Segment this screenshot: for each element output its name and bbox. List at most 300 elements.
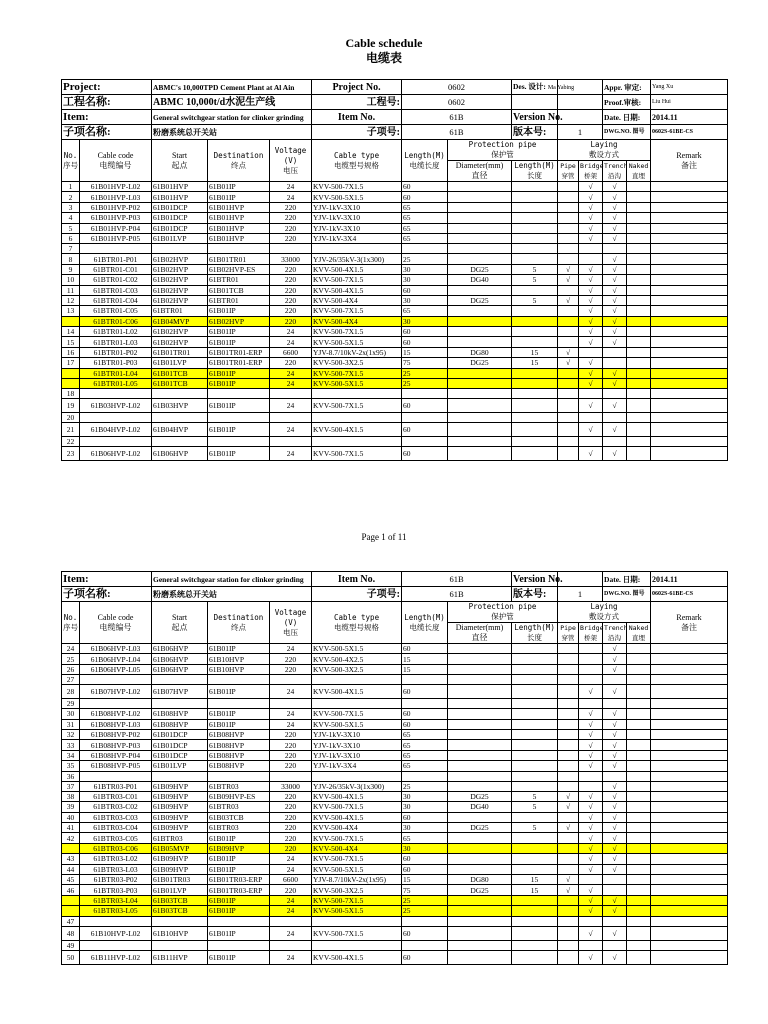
check-bridge: √ bbox=[579, 233, 603, 243]
check-bridge: √ bbox=[579, 399, 603, 413]
col-trench-2: Trench 沿沟 bbox=[604, 624, 628, 642]
remark bbox=[651, 295, 728, 305]
voltage: 220 bbox=[270, 664, 312, 674]
check-naked bbox=[627, 202, 651, 212]
cable-type: KVV-500-7X1.5 bbox=[312, 833, 402, 843]
sub-item-no-label: 子项号: bbox=[312, 125, 402, 140]
start-point: 61B09HVP bbox=[152, 854, 208, 864]
row-number: 47 bbox=[62, 916, 80, 926]
voltage: 24 bbox=[270, 864, 312, 874]
pipe-length bbox=[512, 254, 558, 264]
check-trench bbox=[603, 885, 627, 895]
empty-cell bbox=[603, 916, 627, 926]
check-naked bbox=[627, 781, 651, 791]
check-trench: √ bbox=[603, 254, 627, 264]
destination: 61B10HVP bbox=[208, 654, 270, 664]
cable-code: 61B01HVP-P04 bbox=[80, 223, 152, 233]
pipe-diameter bbox=[448, 337, 512, 347]
table-row bbox=[62, 906, 728, 916]
check-bridge: √ bbox=[579, 750, 603, 760]
pipe-length bbox=[512, 812, 558, 822]
table-2-body bbox=[62, 644, 728, 965]
check-naked bbox=[627, 285, 651, 295]
remark bbox=[651, 223, 728, 233]
check-bridge: √ bbox=[579, 379, 603, 389]
check-bridge: √ bbox=[579, 729, 603, 739]
check-naked bbox=[627, 843, 651, 853]
empty-cell bbox=[651, 699, 728, 709]
col-pipe-2: Pipe 穿管 bbox=[558, 623, 579, 644]
col-bridge: Bridge 桥架 bbox=[580, 162, 604, 180]
row-number: 9 bbox=[62, 264, 80, 274]
voltage: 24 bbox=[270, 719, 312, 729]
cable-length: 25 bbox=[402, 379, 448, 389]
voltage: 33000 bbox=[270, 781, 312, 791]
check-naked bbox=[627, 812, 651, 822]
col-protection-pipe: Protection pipe 保护管 bbox=[448, 140, 558, 161]
table-row bbox=[62, 685, 728, 699]
empty-cell bbox=[312, 389, 402, 399]
start-point: 61B01LVP bbox=[152, 233, 208, 243]
pipe-length bbox=[512, 192, 558, 202]
cable-type: KVV-500-5X1.5 bbox=[312, 644, 402, 654]
remark bbox=[651, 685, 728, 699]
row-number: 23 bbox=[62, 447, 80, 461]
table-row bbox=[62, 316, 728, 326]
destination: 61B08HVP bbox=[208, 740, 270, 750]
cable-type: KVV-500-4X1.5 bbox=[312, 812, 402, 822]
pipe-diameter bbox=[448, 709, 512, 719]
check-trench: √ bbox=[603, 895, 627, 905]
destination: 61BTR03 bbox=[208, 823, 270, 833]
check-bridge: √ bbox=[579, 213, 603, 223]
voltage: 220 bbox=[270, 654, 312, 664]
cable-type: KVV-500-7X1.5 bbox=[312, 709, 402, 719]
check-pipe bbox=[558, 864, 579, 874]
pipe-diameter bbox=[448, 729, 512, 739]
check-bridge bbox=[579, 664, 603, 674]
voltage: 220 bbox=[270, 285, 312, 295]
col-start: Start 起点 bbox=[152, 140, 208, 182]
cable-length: 60 bbox=[402, 685, 448, 699]
check-naked bbox=[627, 926, 651, 940]
start-point: 61B01HVP bbox=[152, 182, 208, 192]
col-voltage: Voltage (V) 电压 bbox=[270, 140, 312, 182]
page-indicator: Page 1 of 11 bbox=[361, 532, 407, 542]
cable-code: 61BTR01-L04 bbox=[80, 368, 152, 378]
start-point: 61B02HVP bbox=[152, 337, 208, 347]
cable-code: 61BTR03-L04 bbox=[80, 895, 152, 905]
cable-length: 30 bbox=[402, 295, 448, 305]
check-bridge bbox=[579, 644, 603, 654]
start-point: 61B01DCP bbox=[152, 223, 208, 233]
voltage: 24 bbox=[270, 368, 312, 378]
cable-length: 60 bbox=[402, 182, 448, 192]
check-pipe bbox=[558, 223, 579, 233]
remark bbox=[651, 802, 728, 812]
date-label: Date. 日期: bbox=[603, 110, 651, 125]
check-pipe bbox=[558, 306, 579, 316]
destination: 61B01TR01-ERP bbox=[208, 358, 270, 368]
table-row bbox=[62, 854, 728, 864]
empty-cell bbox=[512, 389, 558, 399]
pipe-diameter bbox=[448, 950, 512, 964]
col-destination-2: Destination 终点 bbox=[208, 602, 270, 644]
table-row bbox=[62, 213, 728, 223]
destination: 61B10HVP bbox=[208, 664, 270, 674]
table-row-empty bbox=[62, 413, 728, 423]
empty-cell bbox=[448, 413, 512, 423]
sub-item-no-value-2: 61B bbox=[402, 587, 512, 602]
voltage: 24 bbox=[270, 327, 312, 337]
col-pipe-length-2: Length(M) 长度 bbox=[512, 623, 558, 644]
destination: 61BTR01 bbox=[208, 295, 270, 305]
table-1-body bbox=[62, 182, 728, 461]
empty-cell bbox=[579, 389, 603, 399]
empty-cell bbox=[152, 916, 208, 926]
check-trench: √ bbox=[603, 761, 627, 771]
check-trench: √ bbox=[603, 644, 627, 654]
remark bbox=[651, 885, 728, 895]
start-point: 61B01LVP bbox=[152, 358, 208, 368]
cable-length: 60 bbox=[402, 709, 448, 719]
check-trench: √ bbox=[603, 447, 627, 461]
remark bbox=[651, 399, 728, 413]
remark bbox=[651, 275, 728, 285]
cable-length: 15 bbox=[402, 347, 448, 357]
row-number: 34 bbox=[62, 750, 80, 760]
check-naked bbox=[627, 854, 651, 864]
row-number: 19 bbox=[62, 399, 80, 413]
cable-code: 61B08HVP-L02 bbox=[80, 709, 152, 719]
pipe-length bbox=[512, 399, 558, 413]
check-bridge: √ bbox=[579, 812, 603, 822]
pipe-diameter: DG25 bbox=[448, 295, 512, 305]
pipe-diameter: DG25 bbox=[448, 885, 512, 895]
project-label: Project: bbox=[62, 80, 152, 95]
table-row bbox=[62, 275, 728, 285]
empty-cell bbox=[152, 699, 208, 709]
cable-type: KVV-500-5X1.5 bbox=[312, 379, 402, 389]
project-no-value: 0602 bbox=[402, 80, 512, 95]
check-trench: √ bbox=[603, 399, 627, 413]
destination: 61B01HVP bbox=[208, 223, 270, 233]
cable-type: YJV-26/35kV-3(1x300) bbox=[312, 781, 402, 791]
empty-cell bbox=[448, 771, 512, 781]
empty-cell bbox=[448, 437, 512, 447]
empty-cell bbox=[448, 675, 512, 685]
cable-length: 60 bbox=[402, 812, 448, 822]
row-number: 13 bbox=[62, 306, 80, 316]
pipe-diameter bbox=[448, 192, 512, 202]
table-row bbox=[62, 750, 728, 760]
destination: 61B01IP bbox=[208, 906, 270, 916]
empty-cell bbox=[312, 413, 402, 423]
remark bbox=[651, 864, 728, 874]
check-bridge: √ bbox=[579, 295, 603, 305]
destination: 61B08HVP bbox=[208, 761, 270, 771]
empty-cell bbox=[627, 916, 651, 926]
cable-code: 61B08HVP-P04 bbox=[80, 750, 152, 760]
destination: 61B03TCB bbox=[208, 812, 270, 822]
remark bbox=[651, 213, 728, 223]
empty-cell bbox=[402, 389, 448, 399]
start-point: 61B09HVP bbox=[152, 812, 208, 822]
start-point: 61B02HVP bbox=[152, 264, 208, 274]
empty-cell bbox=[312, 675, 402, 685]
voltage: 220 bbox=[270, 729, 312, 739]
voltage: 24 bbox=[270, 447, 312, 461]
pipe-length: 15 bbox=[512, 358, 558, 368]
check-naked bbox=[627, 447, 651, 461]
check-bridge: √ bbox=[579, 264, 603, 274]
pipe-length bbox=[512, 664, 558, 674]
cable-type: KVV-500-4X1.5 bbox=[312, 264, 402, 274]
remark bbox=[651, 906, 728, 916]
check-pipe bbox=[558, 192, 579, 202]
empty-cell bbox=[270, 675, 312, 685]
destination: 61B01HVP bbox=[208, 213, 270, 223]
check-bridge: √ bbox=[579, 316, 603, 326]
cable-length: 30 bbox=[402, 791, 448, 801]
check-bridge: √ bbox=[579, 926, 603, 940]
pipe-diameter bbox=[448, 685, 512, 699]
cable-type: KVV-500-5X1.5 bbox=[312, 192, 402, 202]
check-trench: √ bbox=[603, 264, 627, 274]
start-point: 61B06HVP bbox=[152, 654, 208, 664]
table-row bbox=[62, 885, 728, 895]
table-row bbox=[62, 337, 728, 347]
pipe-length bbox=[512, 285, 558, 295]
row-number: 7 bbox=[62, 244, 80, 254]
pipe-diameter bbox=[448, 423, 512, 437]
empty-cell bbox=[558, 437, 579, 447]
voltage: 220 bbox=[270, 295, 312, 305]
check-pipe bbox=[558, 213, 579, 223]
empty-cell bbox=[152, 413, 208, 423]
pipe-length bbox=[512, 729, 558, 739]
check-pipe bbox=[558, 906, 579, 916]
remark bbox=[651, 750, 728, 760]
check-bridge bbox=[579, 875, 603, 885]
cable-code: 61BTR03-P03 bbox=[80, 885, 152, 895]
start-point: 61B01HVP bbox=[152, 192, 208, 202]
remark bbox=[651, 854, 728, 864]
cable-type: KVV-500-4X1.5 bbox=[312, 950, 402, 964]
row-number: 38 bbox=[62, 791, 80, 801]
check-trench: √ bbox=[603, 223, 627, 233]
cable-code: 61BTR03-C02 bbox=[80, 802, 152, 812]
start-point: 61B07HVP bbox=[152, 685, 208, 699]
item-no-label-2: Item No. bbox=[312, 572, 402, 587]
cable-type: KVV-500-5X1.5 bbox=[312, 864, 402, 874]
check-pipe bbox=[558, 664, 579, 674]
cable-code: 61B01HVP-L02 bbox=[80, 182, 152, 192]
destination: 61B01IP bbox=[208, 447, 270, 461]
check-bridge: √ bbox=[579, 833, 603, 843]
start-point: 61B02HVP bbox=[152, 285, 208, 295]
proof-label: Proof.审核: bbox=[603, 95, 651, 110]
table-row bbox=[62, 843, 728, 853]
cable-length: 60 bbox=[402, 327, 448, 337]
remark bbox=[651, 644, 728, 654]
remark bbox=[651, 358, 728, 368]
empty-cell bbox=[603, 437, 627, 447]
check-naked bbox=[627, 719, 651, 729]
check-pipe bbox=[558, 926, 579, 940]
dwg-value: 0602S-61BE-CS bbox=[651, 125, 728, 140]
remark bbox=[651, 254, 728, 264]
destination: 61B08HVP bbox=[208, 729, 270, 739]
check-trench: √ bbox=[603, 368, 627, 378]
remark bbox=[651, 654, 728, 664]
cable-length: 65 bbox=[402, 740, 448, 750]
pipe-length bbox=[512, 202, 558, 212]
row-number: 8 bbox=[62, 254, 80, 264]
empty-cell bbox=[402, 244, 448, 254]
pipe-diameter bbox=[448, 864, 512, 874]
check-naked bbox=[627, 750, 651, 760]
pipe-diameter bbox=[448, 854, 512, 864]
cable-type: KVV-500-4X1.5 bbox=[312, 423, 402, 437]
check-naked bbox=[627, 664, 651, 674]
table-row bbox=[62, 812, 728, 822]
cable-schedule-table-2 bbox=[61, 571, 728, 965]
table-row bbox=[62, 327, 728, 337]
check-naked bbox=[627, 306, 651, 316]
pipe-length bbox=[512, 685, 558, 699]
cable-length: 75 bbox=[402, 885, 448, 895]
empty-cell bbox=[627, 437, 651, 447]
row-number: 49 bbox=[62, 940, 80, 950]
empty-cell bbox=[152, 437, 208, 447]
empty-cell bbox=[651, 413, 728, 423]
check-naked bbox=[627, 864, 651, 874]
check-naked bbox=[627, 316, 651, 326]
cable-type: YJV-8.7/10kV-2x(1x95) bbox=[312, 347, 402, 357]
voltage: 220 bbox=[270, 812, 312, 822]
table-row bbox=[62, 791, 728, 801]
voltage: 220 bbox=[270, 791, 312, 801]
col-laying-2: Laying 敷设方式 bbox=[558, 602, 651, 623]
empty-cell bbox=[512, 437, 558, 447]
pipe-length bbox=[512, 316, 558, 326]
empty-cell bbox=[80, 699, 152, 709]
check-naked bbox=[627, 709, 651, 719]
pipe-diameter bbox=[448, 223, 512, 233]
voltage: 24 bbox=[270, 337, 312, 347]
check-naked bbox=[627, 264, 651, 274]
check-trench: √ bbox=[603, 379, 627, 389]
destination: 61B01IP bbox=[208, 864, 270, 874]
check-pipe bbox=[558, 740, 579, 750]
empty-cell bbox=[558, 940, 579, 950]
check-bridge: √ bbox=[579, 358, 603, 368]
row-number bbox=[62, 895, 80, 905]
cable-code: 61BTR01-C04 bbox=[80, 295, 152, 305]
remark bbox=[651, 306, 728, 316]
check-trench: √ bbox=[603, 812, 627, 822]
version-value-2: 1 bbox=[558, 587, 603, 602]
cable-type: KVV-500-3X2.5 bbox=[312, 664, 402, 674]
row-number: 25 bbox=[62, 654, 80, 664]
cable-code: 61BTR03-L05 bbox=[80, 906, 152, 916]
check-naked bbox=[627, 950, 651, 964]
cable-type: KVV-500-7X1.5 bbox=[312, 447, 402, 461]
check-trench: √ bbox=[603, 316, 627, 326]
start-point: 61B06HVP bbox=[152, 447, 208, 461]
cable-code: 61BTR03-C06 bbox=[80, 843, 152, 853]
check-bridge: √ bbox=[579, 447, 603, 461]
col-no-2: No. 序号 bbox=[62, 602, 80, 644]
row-number: 27 bbox=[62, 675, 80, 685]
empty-cell bbox=[402, 675, 448, 685]
check-bridge: √ bbox=[579, 791, 603, 801]
empty-cell bbox=[152, 771, 208, 781]
row-number bbox=[62, 316, 80, 326]
empty-cell bbox=[80, 940, 152, 950]
check-naked bbox=[627, 740, 651, 750]
empty-cell bbox=[80, 244, 152, 254]
pipe-diameter bbox=[448, 285, 512, 295]
check-naked bbox=[627, 192, 651, 202]
pipe-length bbox=[512, 833, 558, 843]
empty-cell bbox=[558, 244, 579, 254]
destination: 61B02HVP bbox=[208, 316, 270, 326]
remark bbox=[651, 781, 728, 791]
cable-type: YJV-1kV-3X10 bbox=[312, 202, 402, 212]
voltage: 220 bbox=[270, 233, 312, 243]
table-row bbox=[62, 347, 728, 357]
pipe-length bbox=[512, 719, 558, 729]
empty-cell bbox=[270, 916, 312, 926]
empty-cell bbox=[270, 437, 312, 447]
col-length-2: Length(M) 电缆长度 bbox=[402, 602, 448, 644]
table-row-empty bbox=[62, 940, 728, 950]
check-trench: √ bbox=[603, 864, 627, 874]
start-point: 61B04HVP bbox=[152, 423, 208, 437]
row-number: 5 bbox=[62, 223, 80, 233]
row-number bbox=[62, 906, 80, 916]
check-bridge bbox=[579, 347, 603, 357]
destination: 61B01IP bbox=[208, 895, 270, 905]
check-trench bbox=[603, 875, 627, 885]
check-pipe: √ bbox=[558, 295, 579, 305]
pipe-diameter bbox=[448, 202, 512, 212]
cable-code: 61BTR03-P02 bbox=[80, 875, 152, 885]
cable-type: YJV-1kV-3X4 bbox=[312, 233, 402, 243]
cable-type: YJV-26/35kV-3(1x300) bbox=[312, 254, 402, 264]
check-bridge: √ bbox=[579, 895, 603, 905]
check-naked bbox=[627, 213, 651, 223]
empty-cell bbox=[270, 699, 312, 709]
item-label-2: Item: bbox=[62, 572, 152, 587]
item-no-value: 61B bbox=[402, 110, 512, 125]
remark bbox=[651, 729, 728, 739]
table-row bbox=[62, 306, 728, 316]
cable-length: 65 bbox=[402, 833, 448, 843]
pipe-length bbox=[512, 654, 558, 664]
destination: 61B01IP bbox=[208, 950, 270, 964]
remark bbox=[651, 327, 728, 337]
col-naked: Naked 直埋 bbox=[627, 161, 651, 182]
pipe-length bbox=[512, 761, 558, 771]
cable-type: YJV-1kV-3X10 bbox=[312, 729, 402, 739]
voltage: 220 bbox=[270, 275, 312, 285]
table-row bbox=[62, 285, 728, 295]
pipe-length bbox=[512, 306, 558, 316]
empty-cell bbox=[651, 437, 728, 447]
